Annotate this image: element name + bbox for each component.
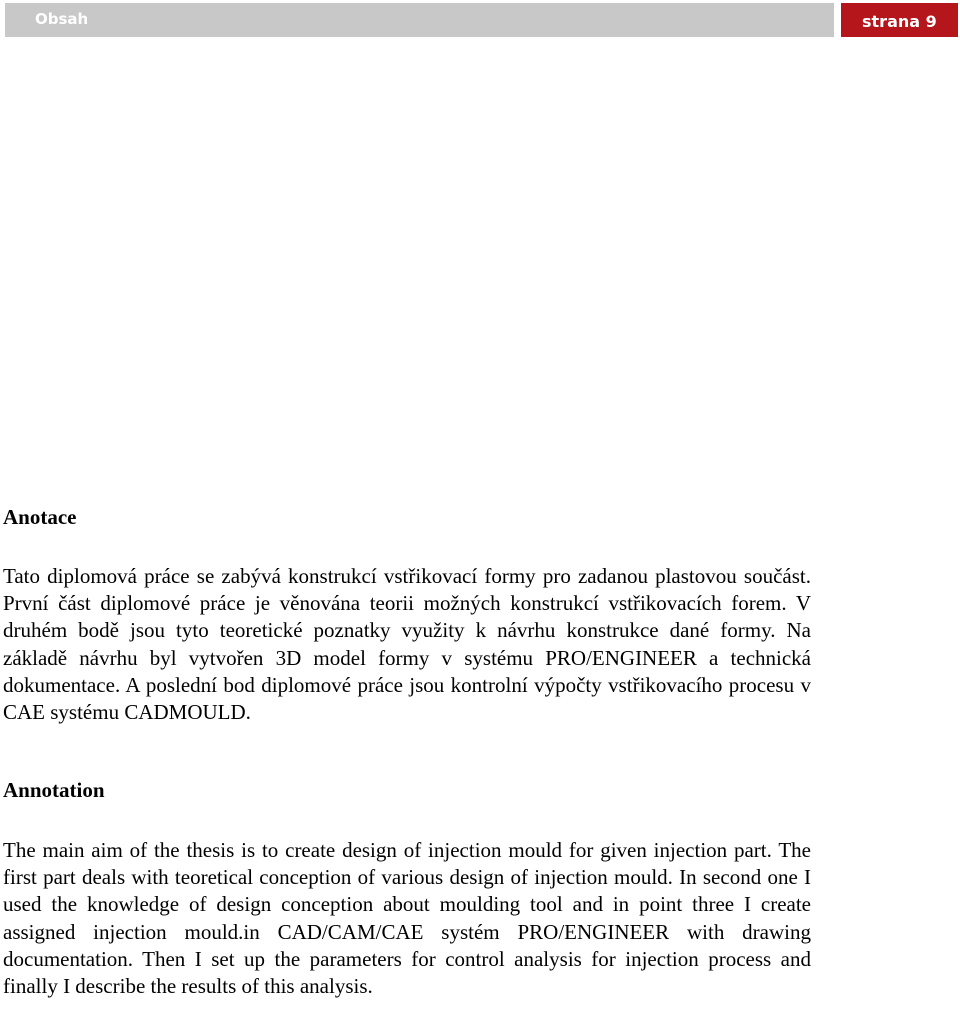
annotation-section-heading-wrap [3,777,811,804]
annotation-heading: Annotation [3,778,105,802]
anotace-section-heading-wrap [3,504,811,531]
header-title[interactable]: Obsah [35,10,89,28]
anotace-section [3,563,811,726]
header-bar [5,3,834,37]
annotation-paragraph: The main aim of the thesis is to create design of injection mould for given injection part. The first part deals with teoretical conception of various design of injection mould. In second one I used the knowledge of design conception about moulding tool and in point three I create assigned injection mould.in CAD/CAM/CAE systém PRO/ENGINEER with drawing documentation. Then I set up the parameters for control analysis for injection process and finally I describe the results of this analysis. [3,838,811,999]
annotation-section [3,837,811,1000]
anotace-heading: Anotace [3,505,77,529]
anotace-paragraph: Tato diplomová práce se zabývá konstrukcí vstřikovací formy pro zadanou plastovou součást. První část diplomové práce je věnována teorii možných konstrukcí vstřikovacích forem. V druhém bodě jsou tyto teoretické poznatky využity k návrhu konstrukce dané formy. Na základě návrhu byl vytvořen 3D model formy v systému PRO/ENGINEER a technická dokumentace. A poslední bod diplomové práce jsou kontrolní výpočty vstřikovacího procesu v CAE systému CADMOULD. [3,564,811,725]
page-number-badge [841,3,958,37]
page-number-label: strana 9 [862,12,937,31]
